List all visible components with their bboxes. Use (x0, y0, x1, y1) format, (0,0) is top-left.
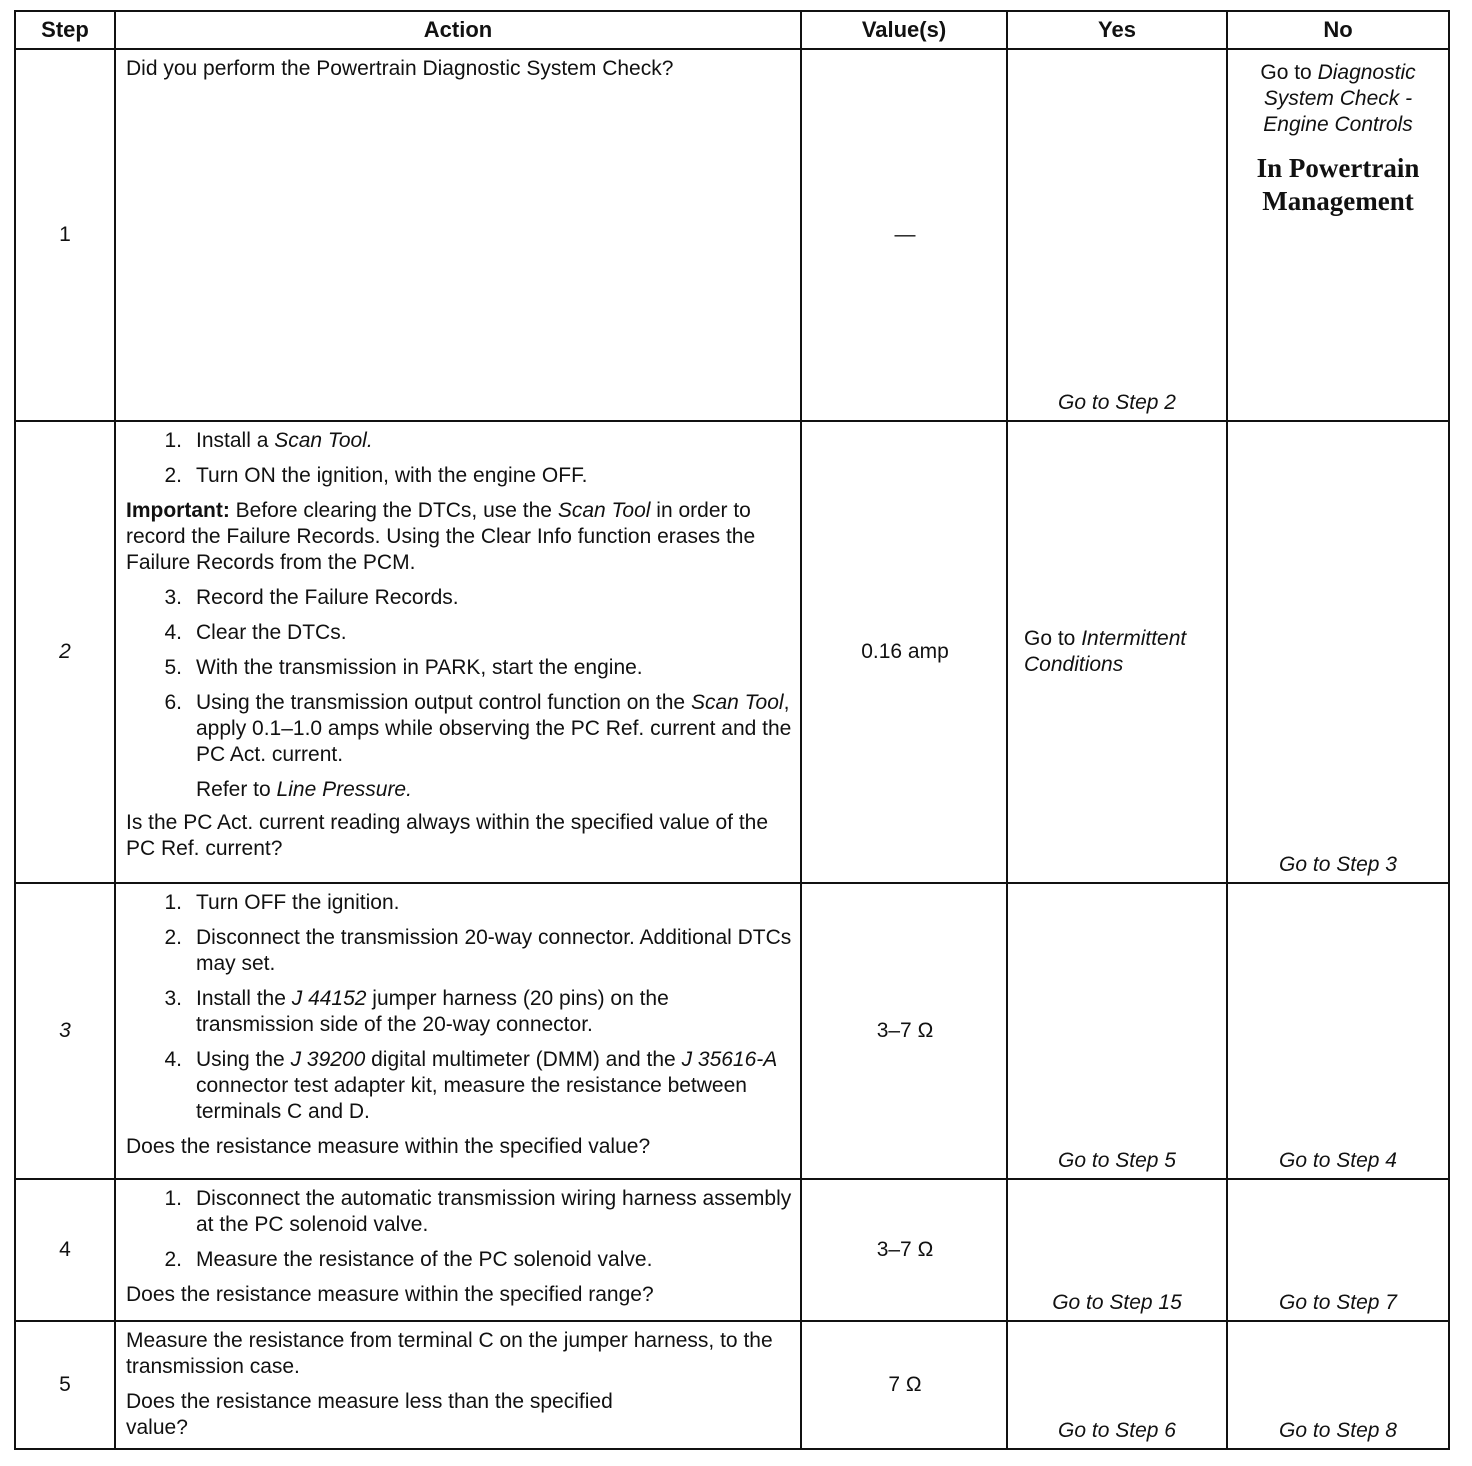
step-number: 3 (15, 883, 115, 1179)
action-cell (115, 1321, 801, 1449)
item-number: 2. (164, 464, 182, 487)
list-item (126, 1047, 792, 1125)
yes-cell (1007, 1179, 1227, 1321)
list-item (126, 620, 792, 646)
item-link[interactable]: J 35616-A (681, 1048, 778, 1071)
yes-link[interactable]: Go to Step 6 (1058, 1419, 1176, 1442)
item-text: Install the (196, 987, 292, 1010)
action-cell (115, 421, 801, 883)
item-number: 1. (164, 891, 182, 914)
header-step: Step (15, 11, 115, 49)
no-cell (1227, 1179, 1449, 1321)
item-text: Disconnect the transmission 20-way connector. Additional DTCs may set. (196, 926, 792, 975)
action-text: Measure the resistance from terminal C on the jumper harness, to the transmission case. (126, 1329, 773, 1378)
item-number: 2. (164, 926, 182, 949)
item-number: 3. (164, 987, 182, 1010)
refer-note (126, 777, 792, 803)
item-number: 4. (164, 621, 182, 644)
no-link[interactable]: Go to Step 4 (1279, 1149, 1397, 1172)
item-text: Turn ON the ignition, with the engine OFF. (196, 464, 588, 487)
yes-link[interactable]: Go to Step 5 (1058, 1149, 1176, 1172)
action-question: Does the resistance measure within the specified range? (126, 1283, 654, 1306)
list-item (126, 925, 792, 977)
item-text: Clear the DTCs. (196, 621, 347, 644)
no-cell (1227, 883, 1449, 1179)
table-row (15, 1179, 1449, 1321)
action-question: Does the resistance measure less than the specified value? (126, 1390, 613, 1439)
table-row (15, 49, 1449, 421)
no-link[interactable]: Go to Step 7 (1279, 1291, 1397, 1314)
item-text: Record the Failure Records. (196, 586, 459, 609)
step-list (126, 428, 792, 489)
value-cell: 3–7 Ω (801, 883, 1007, 1179)
yes-text: Go to (1024, 627, 1082, 650)
table-row (15, 883, 1449, 1179)
refer-link[interactable]: Line Pressure. (276, 778, 412, 801)
item-text: Install a (196, 429, 275, 452)
item-number: 1. (164, 429, 182, 452)
note-text: in order to record the Failure Records. Using the Clear Info function erases the Failure Records from the PCM. (126, 499, 756, 574)
no-note: In Powertrain Management (1256, 153, 1420, 216)
list-item (126, 1186, 792, 1238)
list-item (126, 463, 792, 489)
yes-link[interactable]: Go to Step 2 (1058, 391, 1176, 414)
item-text: Disconnect the automatic transmission wiring harness assembly at the PC solenoid valve. (196, 1187, 792, 1236)
step-number: 2 (15, 421, 115, 883)
no-cell (1227, 421, 1449, 883)
item-text: With the transmission in PARK, start the engine. (196, 656, 643, 679)
list-item (126, 1247, 792, 1273)
action-question: Did you perform the Powertrain Diagnostic System Check? (126, 57, 674, 80)
item-text: jumper harness (20 pins) on the transmission side of the 20-way connector. (196, 987, 669, 1036)
list-item (126, 585, 792, 611)
header-yes: Yes (1007, 11, 1227, 49)
table-row (15, 421, 1449, 883)
refer-text: Refer to (196, 778, 277, 801)
item-text: connector test adapter kit, measure the resistance between terminals C and D. (196, 1074, 747, 1123)
no-link[interactable]: Go to Step 3 (1279, 853, 1397, 876)
note-link[interactable]: Scan Tool (557, 499, 651, 522)
item-link[interactable]: J 44152 (291, 987, 367, 1010)
item-number: 6. (164, 691, 182, 714)
header-no: No (1227, 11, 1449, 49)
no-cell (1227, 49, 1449, 421)
yes-cell (1007, 421, 1227, 883)
item-number: 5. (164, 656, 182, 679)
table-row (15, 1321, 1449, 1449)
important-note (126, 498, 792, 576)
value-cell: 7 Ω (801, 1321, 1007, 1449)
no-text: Go to (1260, 61, 1318, 84)
value-cell: 0.16 amp (801, 421, 1007, 883)
yes-link[interactable]: Intermittent Conditions (1024, 627, 1187, 676)
item-number: 1. (164, 1187, 182, 1210)
item-link[interactable]: Scan Tool (690, 691, 784, 714)
important-label: Important: (126, 499, 230, 522)
item-number: 2. (164, 1248, 182, 1271)
list-item (126, 890, 792, 916)
action-question: Does the resistance measure within the specified value? (126, 1135, 651, 1158)
item-link[interactable]: J 39200 (290, 1048, 366, 1071)
list-item (126, 428, 792, 454)
header-values: Value(s) (801, 11, 1007, 49)
item-number: 4. (164, 1048, 182, 1071)
yes-cell (1007, 883, 1227, 1179)
item-text: digital multimeter (DMM) and the (365, 1048, 682, 1071)
note-text: Before clearing the DTCs, use the (229, 499, 558, 522)
list-item (126, 690, 792, 768)
header-row (15, 11, 1449, 49)
header-action: Action (115, 11, 801, 49)
step-list (126, 1186, 792, 1273)
diagnostic-table (14, 10, 1450, 1450)
step-list (126, 890, 792, 1125)
no-link[interactable]: Go to Step 8 (1279, 1419, 1397, 1442)
item-text: , apply 0.1–1.0 amps while observing the PC Ref. current and the PC Act. current. (196, 691, 792, 766)
step-number: 1 (15, 49, 115, 421)
yes-cell (1007, 49, 1227, 421)
item-text: Measure the resistance of the PC solenoid valve. (196, 1248, 653, 1271)
action-cell (115, 883, 801, 1179)
list-item (126, 986, 792, 1038)
no-cell (1227, 1321, 1449, 1449)
item-number: 3. (164, 586, 182, 609)
action-cell (115, 49, 801, 421)
no-link[interactable]: Diagnostic System Check - Engine Controls (1263, 61, 1416, 136)
value-cell: — (801, 49, 1007, 421)
value-cell: 3–7 Ω (801, 1179, 1007, 1321)
list-item (126, 655, 792, 681)
item-link[interactable]: Scan Tool. (274, 429, 373, 452)
item-text: Using the transmission output control function on the (196, 691, 691, 714)
step-number: 4 (15, 1179, 115, 1321)
step-number: 5 (15, 1321, 115, 1449)
item-text: Turn OFF the ignition. (196, 891, 400, 914)
item-text: Using the (196, 1048, 291, 1071)
yes-link[interactable]: Go to Step 15 (1052, 1291, 1182, 1314)
action-cell (115, 1179, 801, 1321)
step-list (126, 585, 792, 768)
yes-cell (1007, 1321, 1227, 1449)
action-question: Is the PC Act. current reading always within the specified value of the PC Ref. current? (126, 811, 769, 860)
